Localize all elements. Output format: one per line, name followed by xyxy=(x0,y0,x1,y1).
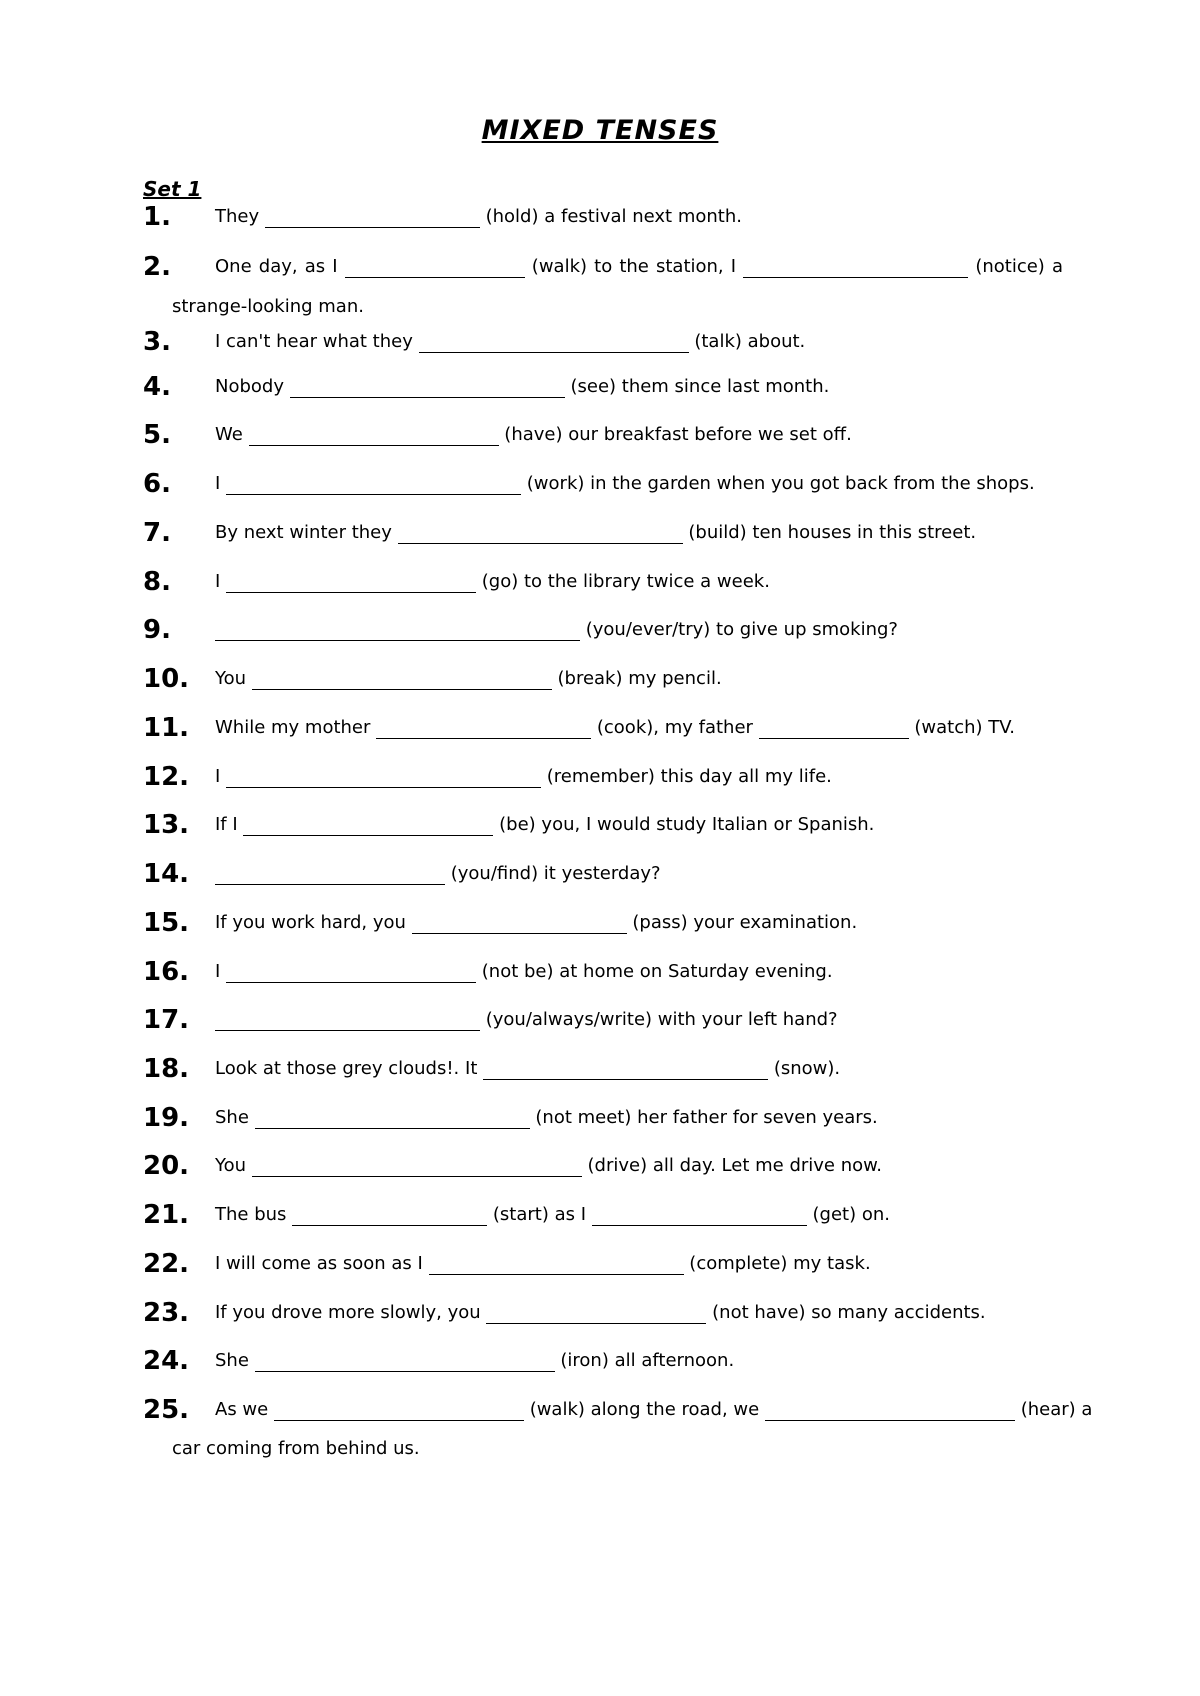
sentence-text: I will come as soon as I xyxy=(215,1253,423,1274)
exercise-item xyxy=(143,1101,1063,1135)
item-sentence xyxy=(215,857,1063,891)
answer-blank[interactable] xyxy=(592,1203,807,1226)
exercise-item xyxy=(143,325,1063,359)
exercise-item xyxy=(143,1296,1063,1330)
sentence-text: (you/find) it yesterday? xyxy=(450,863,661,884)
answer-blank[interactable] xyxy=(249,423,499,446)
item-number: 17. xyxy=(143,1005,190,1035)
answer-blank[interactable] xyxy=(345,255,525,278)
sentence-text: One day, as I xyxy=(215,256,338,277)
item-number: 15. xyxy=(143,908,190,938)
sentence-text: (remember) this day all my life. xyxy=(546,766,832,787)
sentence-text: (pass) your examination. xyxy=(632,912,858,933)
item-sentence xyxy=(215,200,1063,234)
sentence-text: (see) them since last month. xyxy=(570,376,830,397)
answer-blank[interactable] xyxy=(429,1252,684,1275)
sentence-text: If you work hard, you xyxy=(215,912,406,933)
sentence-text: I xyxy=(215,571,221,592)
answer-blank[interactable] xyxy=(486,1301,706,1324)
answer-blank[interactable] xyxy=(215,1008,480,1031)
answer-blank[interactable] xyxy=(252,667,552,690)
sentence-text: (complete) my task. xyxy=(689,1253,871,1274)
item-sentence xyxy=(215,906,1063,940)
exercise-item xyxy=(143,955,1063,989)
sentence-text: (walk) along the road, we xyxy=(529,1399,760,1420)
sentence-text: (snow). xyxy=(773,1058,841,1079)
sentence-text: (get) on. xyxy=(812,1204,890,1225)
exercise-item xyxy=(143,1149,1063,1183)
exercise-item xyxy=(143,250,1063,284)
answer-blank[interactable] xyxy=(759,716,909,739)
item-number: 21. xyxy=(143,1200,190,1230)
sentence-text: (break) my pencil. xyxy=(557,668,722,689)
sentence-text: (have) our breakfast before we set off. xyxy=(504,424,852,445)
sentence-text: (cook), my father xyxy=(596,717,753,738)
item-sentence xyxy=(215,1101,1063,1135)
answer-blank[interactable] xyxy=(290,375,565,398)
item-sentence xyxy=(215,1296,1063,1330)
item-number: 24. xyxy=(143,1346,190,1376)
exercise-item xyxy=(143,418,1063,452)
item-number: 8. xyxy=(143,567,171,597)
sentence-text: (not have) so many accidents. xyxy=(712,1302,986,1323)
sentence-text: (watch) TV. xyxy=(914,717,1015,738)
item-number: 10. xyxy=(143,664,190,694)
item-sentence xyxy=(215,711,1063,745)
answer-blank[interactable] xyxy=(215,862,445,885)
item-sentence xyxy=(215,760,1063,794)
answer-blank[interactable] xyxy=(419,330,689,353)
answer-blank[interactable] xyxy=(292,1203,487,1226)
item-number: 6. xyxy=(143,469,171,499)
answer-blank[interactable] xyxy=(226,960,476,983)
sentence-text: (hold) a festival next month. xyxy=(485,206,742,227)
item-number: 23. xyxy=(143,1298,190,1328)
sentence-text: As we xyxy=(215,1399,269,1420)
sentence-text: (start) as I xyxy=(492,1204,587,1225)
sentence-text: (walk) to the station, I xyxy=(531,256,737,277)
exercise-item xyxy=(143,1247,1063,1281)
item-sentence xyxy=(215,467,1063,501)
answer-blank[interactable] xyxy=(765,1398,1015,1421)
answer-blank[interactable] xyxy=(226,570,476,593)
item-sentence xyxy=(215,516,1063,550)
answer-blank[interactable] xyxy=(265,205,480,228)
exercise-item xyxy=(143,1344,1063,1378)
item-number: 20. xyxy=(143,1151,190,1181)
item-sentence xyxy=(215,250,1063,284)
answer-blank[interactable] xyxy=(243,813,493,836)
item-sentence xyxy=(215,613,1063,647)
sentence-text: You xyxy=(215,1155,247,1176)
item-sentence xyxy=(215,1393,1093,1427)
answer-blank[interactable] xyxy=(412,911,627,934)
item-sentence xyxy=(215,955,1063,989)
sentence-continuation: strange-looking man. xyxy=(172,296,364,317)
sentence-text: The bus xyxy=(215,1204,287,1225)
sentence-text: (you/ever/try) to give up smoking? xyxy=(585,619,898,640)
exercise-item xyxy=(143,662,1063,696)
sentence-text: You xyxy=(215,668,247,689)
sentence-text: (iron) all afternoon. xyxy=(560,1350,735,1371)
exercise-item xyxy=(143,1198,1063,1232)
item-number: 5. xyxy=(143,420,171,450)
exercise-item xyxy=(143,565,1063,599)
sentence-text: (go) to the library twice a week. xyxy=(481,571,770,592)
answer-blank[interactable] xyxy=(743,255,968,278)
set-label: Set 1 xyxy=(143,177,202,201)
exercise-item xyxy=(143,1393,1093,1427)
sentence-text: While my mother xyxy=(215,717,371,738)
answer-blank[interactable] xyxy=(483,1057,768,1080)
sentence-text: If you drove more slowly, you xyxy=(215,1302,481,1323)
exercise-item xyxy=(143,370,1063,404)
sentence-text: Look at those grey clouds!. It xyxy=(215,1058,478,1079)
item-number: 9. xyxy=(143,615,171,645)
item-number: 3. xyxy=(143,327,171,357)
item-sentence xyxy=(215,1198,1063,1232)
item-sentence xyxy=(215,808,1063,842)
exercise-item xyxy=(143,906,1063,940)
item-sentence xyxy=(215,1003,1063,1037)
exercise-item xyxy=(143,857,1063,891)
exercise-item xyxy=(143,711,1063,745)
item-sentence xyxy=(215,565,1063,599)
sentence-text: (not be) at home on Saturday evening. xyxy=(481,961,833,982)
answer-blank[interactable] xyxy=(255,1106,530,1129)
answer-blank[interactable] xyxy=(215,618,580,641)
item-number: 11. xyxy=(143,713,190,743)
sentence-text: (drive) all day. Let me drive now. xyxy=(587,1155,882,1176)
exercise-item xyxy=(143,200,1063,234)
page-title: MIXED TENSES xyxy=(481,115,719,146)
exercise-item xyxy=(143,613,1063,647)
answer-blank[interactable] xyxy=(398,521,683,544)
item-number: 25. xyxy=(143,1395,190,1425)
sentence-text: (notice) a xyxy=(975,256,1063,277)
item-sentence xyxy=(215,1247,1063,1281)
item-sentence xyxy=(215,1052,1063,1086)
sentence-text: They xyxy=(215,206,260,227)
item-number: 16. xyxy=(143,957,190,987)
item-number: 19. xyxy=(143,1103,190,1133)
exercise-item xyxy=(143,516,1063,550)
exercise-item xyxy=(143,1052,1063,1086)
sentence-text: If I xyxy=(215,814,238,835)
sentence-text: She xyxy=(215,1107,249,1128)
sentence-text: I xyxy=(215,473,221,494)
exercise-item xyxy=(143,808,1063,842)
item-sentence xyxy=(215,418,1063,452)
answer-blank[interactable] xyxy=(252,1154,582,1177)
item-number: 7. xyxy=(143,518,171,548)
item-number: 4. xyxy=(143,372,171,402)
sentence-text: (work) in the garden when you got back from the shops. xyxy=(526,473,1035,494)
answer-blank[interactable] xyxy=(226,765,541,788)
sentence-text: She xyxy=(215,1350,249,1371)
item-number: 22. xyxy=(143,1249,190,1279)
item-sentence xyxy=(215,662,1063,696)
answer-blank[interactable] xyxy=(274,1398,524,1421)
answer-blank[interactable] xyxy=(255,1349,555,1372)
sentence-text: (be) you, I would study Italian or Spanish. xyxy=(499,814,875,835)
sentence-text: I can't hear what they xyxy=(215,331,413,352)
sentence-text: (not meet) her father for seven years. xyxy=(535,1107,878,1128)
item-number: 2. xyxy=(143,252,171,282)
item-sentence xyxy=(215,1149,1063,1183)
item-sentence xyxy=(215,325,1063,359)
sentence-text: (you/always/write) with your left hand? xyxy=(485,1009,838,1030)
sentence-text: We xyxy=(215,424,243,445)
item-sentence xyxy=(215,370,1063,404)
item-number: 13. xyxy=(143,810,190,840)
exercise-item xyxy=(143,467,1063,501)
sentence-text: Nobody xyxy=(215,376,284,397)
answer-blank[interactable] xyxy=(376,716,591,739)
exercise-item xyxy=(143,760,1063,794)
sentence-text: I xyxy=(215,766,221,787)
sentence-continuation: car coming from behind us. xyxy=(172,1438,420,1459)
item-number: 18. xyxy=(143,1054,190,1084)
answer-blank[interactable] xyxy=(226,472,521,495)
item-number: 14. xyxy=(143,859,190,889)
sentence-text: (talk) about. xyxy=(694,331,806,352)
sentence-text: (hear) a xyxy=(1020,1399,1093,1420)
sentence-text: By next winter they xyxy=(215,522,392,543)
sentence-text: I xyxy=(215,961,221,982)
item-number: 12. xyxy=(143,762,190,792)
item-number: 1. xyxy=(143,202,171,232)
exercise-item xyxy=(143,1003,1063,1037)
item-sentence xyxy=(215,1344,1063,1378)
sentence-text: (build) ten houses in this street. xyxy=(688,522,977,543)
